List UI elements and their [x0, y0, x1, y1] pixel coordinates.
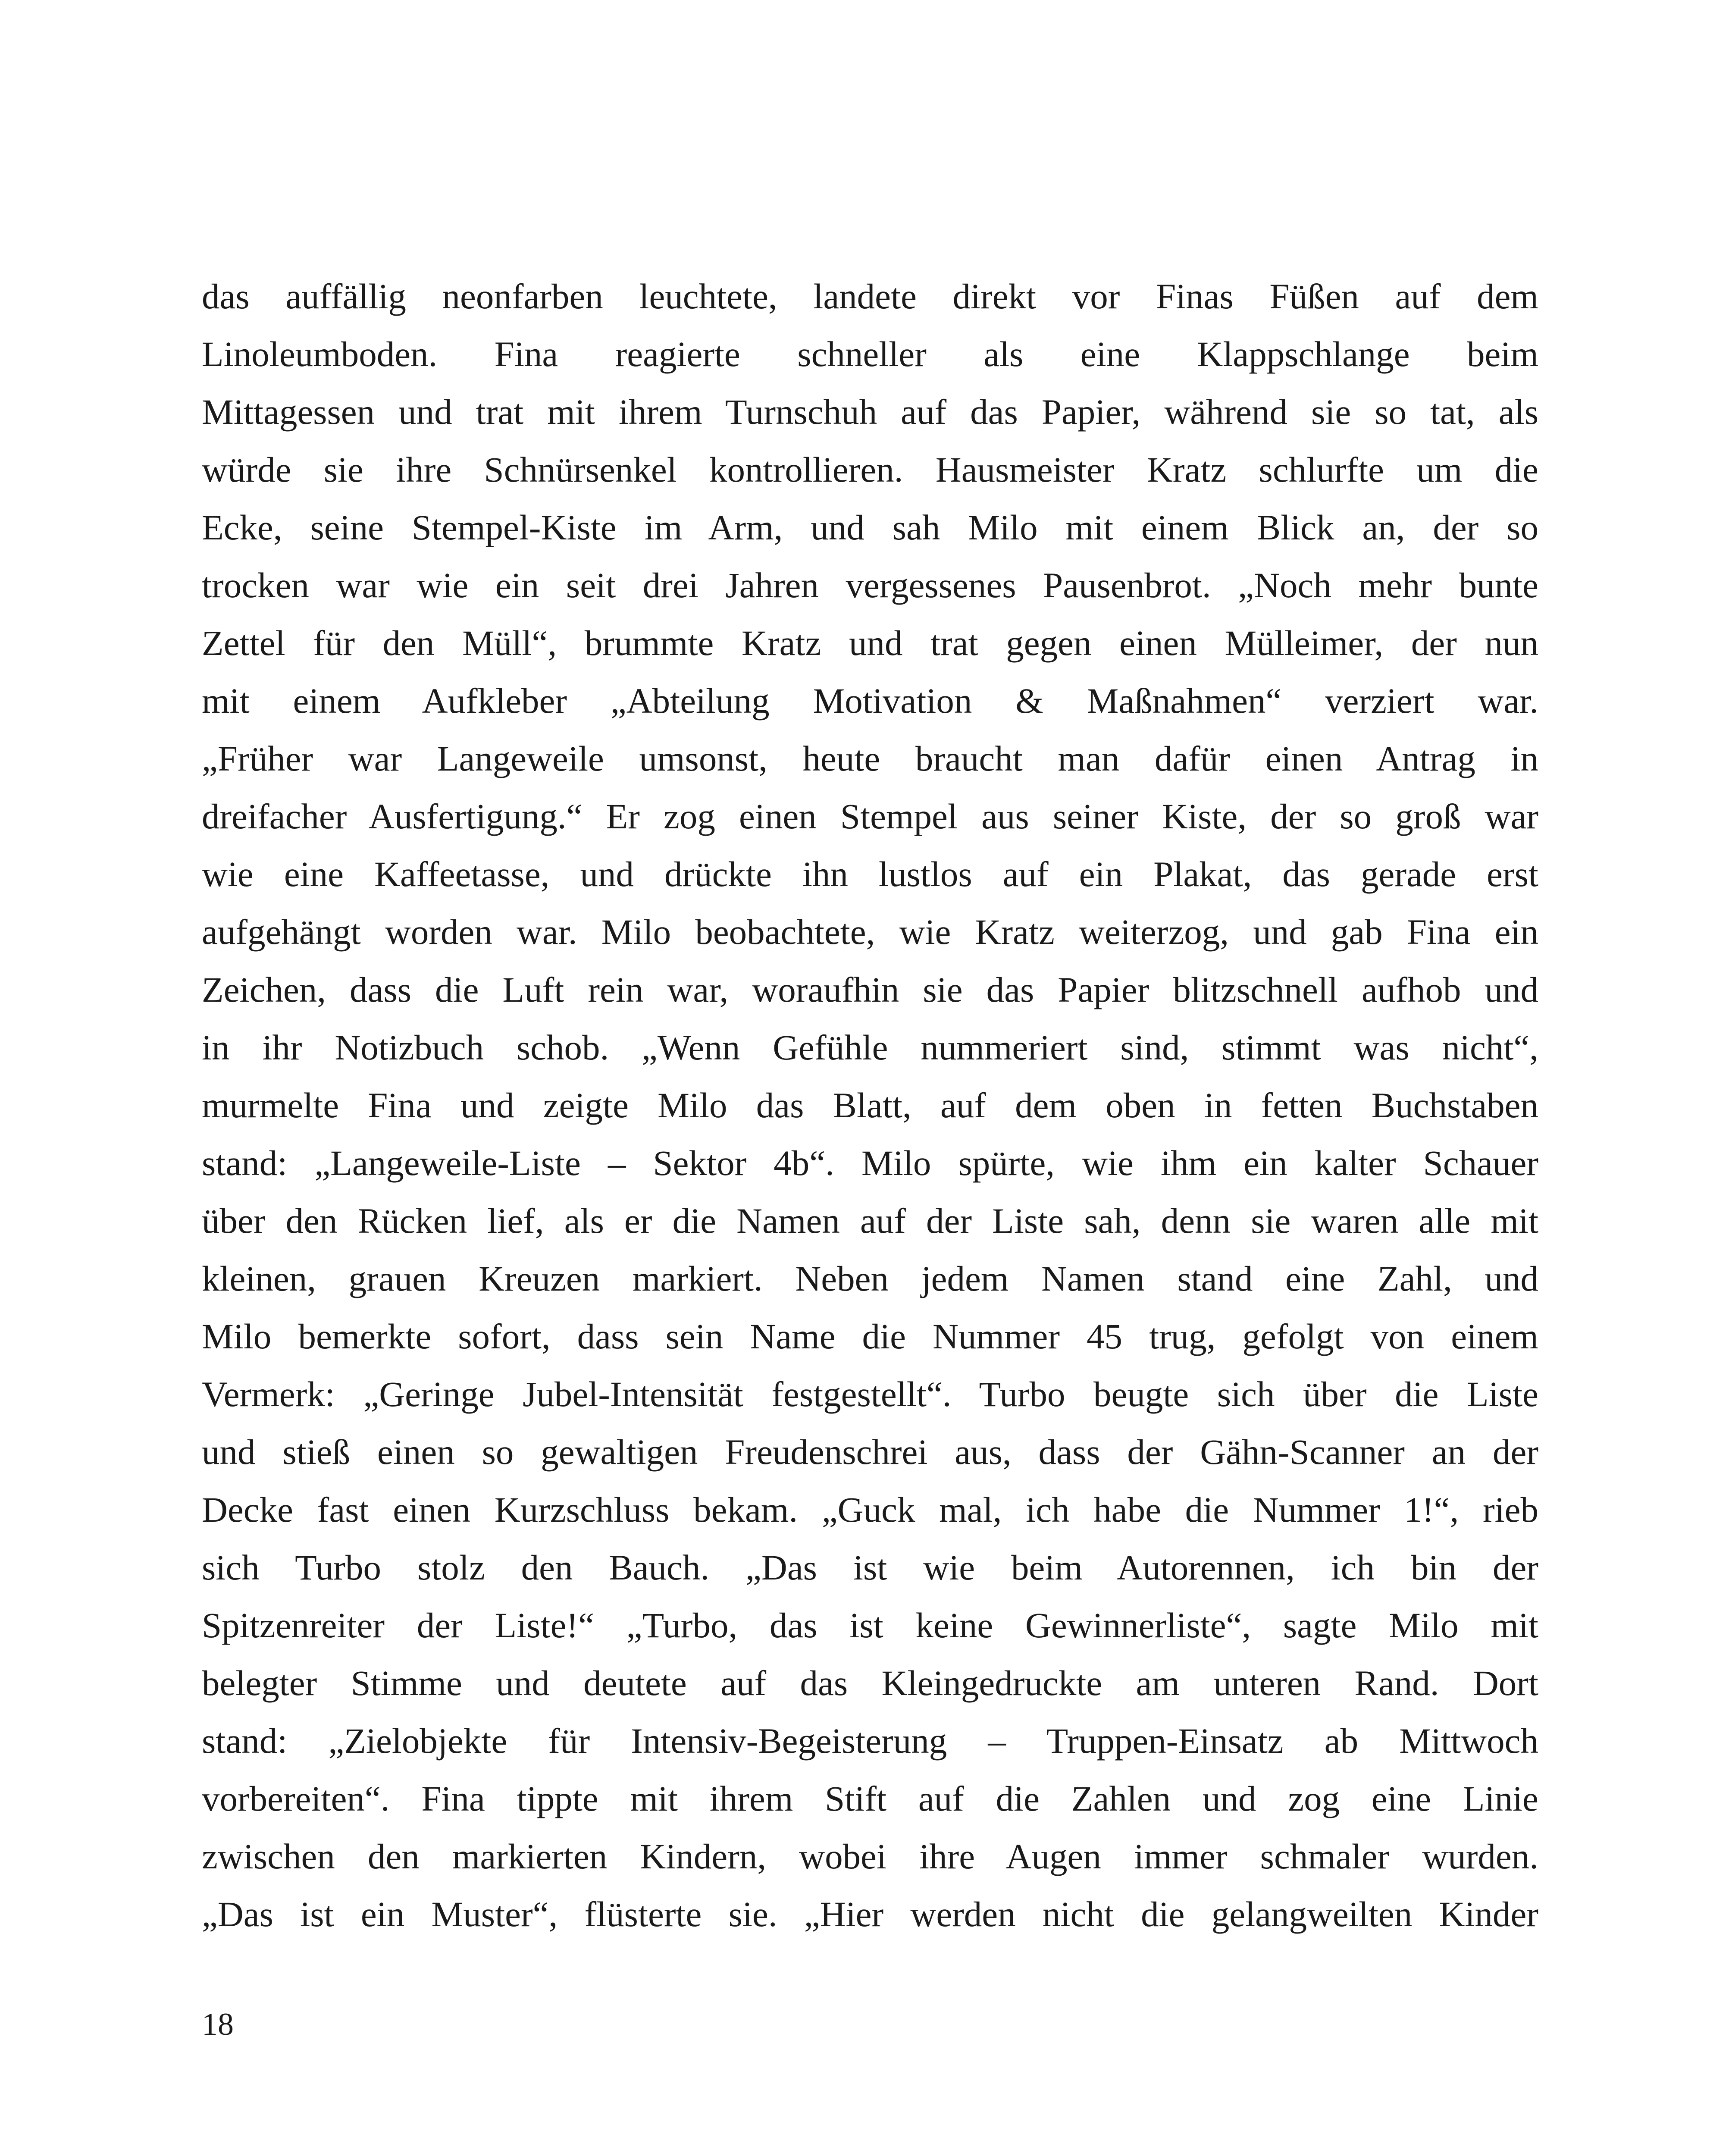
text-line: vorbereiten“. Fina tippte mit ihrem Stift auf die Zahlen und zog eine Linie: [202, 1779, 1538, 1818]
text-line: Ecke, seine Stempel-Kiste im Arm, und sah Milo mit einem Blick an, der so: [202, 508, 1538, 547]
text-line: wie eine Kaffeetasse, und drückte ihn lustlos auf ein Plakat, das gerade erst: [202, 854, 1538, 894]
text-line: Zettel für den Müll“, brummte Kratz und trat gegen einen Mülleimer, der nun: [202, 623, 1538, 663]
text-line: kleinen, grauen Kreuzen markiert. Neben jedem Namen stand eine Zahl, und: [202, 1259, 1538, 1298]
text-line: Milo bemerkte sofort, dass sein Name die Nummer 45 trug, gefolgt von einem: [202, 1316, 1538, 1356]
text-line: aufgehängt worden war. Milo beobachtete, wie Kratz weiterzog, und gab Fina ein: [202, 912, 1538, 952]
text-line: „Das ist ein Muster“, flüsterte sie. „Hier werden nicht die gelangweilten Kinder: [202, 1894, 1538, 1934]
text-line: das auffällig neonfarben leuchtete, landete direkt vor Finas Füßen auf dem: [202, 276, 1538, 316]
text-line: Spitzenreiter der Liste!“ „Turbo, das ist keine Gewinnerliste“, sagte Milo mit: [202, 1605, 1538, 1645]
page-number: 18: [202, 2007, 234, 2042]
text-line: Linoleumboden. Fina reagierte schneller als eine Klappschlange beim: [202, 334, 1538, 374]
text-line: murmelte Fina und zeigte Milo das Blatt, auf dem oben in fetten Buchstaben: [202, 1085, 1538, 1125]
text-line: dreifacher Ausfertigung.“ Er zog einen Stempel aus seiner Kiste, der so groß war: [202, 796, 1538, 836]
text-line: Decke fast einen Kurzschluss bekam. „Guck mal, ich habe die Nummer 1!“, rieb: [202, 1490, 1538, 1529]
text-line: mit einem Aufkleber „Abteilung Motivation & Maßnahmen“ verziert war.: [202, 681, 1538, 721]
text-line: sich Turbo stolz den Bauch. „Das ist wie beim Autorennen, ich bin der: [202, 1548, 1538, 1587]
text-line: und stieß einen so gewaltigen Freudenschrei aus, dass der Gähn-Scanner an der: [202, 1432, 1538, 1472]
text-line: stand: „Zielobjekte für Intensiv-Begeisterung – Truppen-Einsatz ab Mittwoch: [202, 1721, 1538, 1761]
body-text: [202, 267, 1538, 1943]
text-line: belegter Stimme und deutete auf das Kleingedruckte am unteren Rand. Dort: [202, 1663, 1538, 1703]
text-line: Mittagessen und trat mit ihrem Turnschuh auf das Papier, während sie so tat, als: [202, 392, 1538, 432]
text-line: stand: „Langeweile-Liste – Sektor 4b“. Milo spürte, wie ihm ein kalter Schauer: [202, 1143, 1538, 1183]
text-line: Zeichen, dass die Luft rein war, woraufhin sie das Papier blitzschnell aufhob und: [202, 970, 1538, 1009]
text-line: zwischen den markierten Kindern, wobei ihre Augen immer schmaler wurden.: [202, 1836, 1538, 1876]
text-line: trocken war wie ein seit drei Jahren vergessenes Pausenbrot. „Noch mehr bunte: [202, 565, 1538, 605]
text-line: Vermerk: „Geringe Jubel-Intensität festgestellt“. Turbo beugte sich über die Liste: [202, 1374, 1538, 1414]
text-line: „Früher war Langeweile umsonst, heute braucht man dafür einen Antrag in: [202, 739, 1538, 778]
text-line: würde sie ihre Schnürsenkel kontrollieren. Hausmeister Kratz schlurfte um die: [202, 450, 1538, 489]
text-line: in ihr Notizbuch schob. „Wenn Gefühle nummeriert sind, stimmt was nicht“,: [202, 1028, 1538, 1067]
text-line: über den Rücken lief, als er die Namen auf der Liste sah, denn sie waren alle mit: [202, 1201, 1538, 1241]
